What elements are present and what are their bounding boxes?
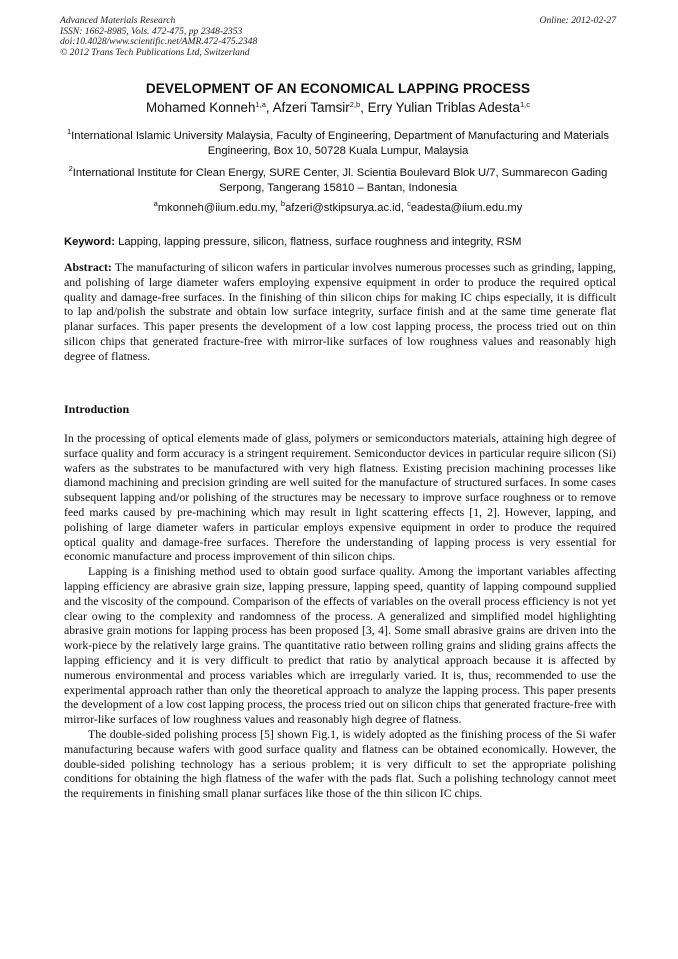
paragraph: Lapping is a finishing method used to obtain good surface quality. Among the important variables affecting lapping efficiency are abrasive grain size, lapping pressure, lapping speed, quantity of lapping compound supplied and the viscosity of the compound. Comparison of the effects of variables on the overall process efficiency is not yet clear owing to the complexity and randomness of the process. A generalized and simplified model highlighting abrasive grain motions for lapping process has been proposed [3, 4]. Some small abrasive grains are driven into the work-piece by the relatively large grains. The quantitative ratio between rolling grains and sliding grains affects the lapping efficiency and it is very difficult to predict that ratio by analytical approach because it is affected by numerous environmental and process variables which are irregularly varied. It is, thus, recommended to use the experimental approach rather than only the theoretical approach to analyze the lapping process. This paper presents the development of a low cost lapping process, the process tried out on silicon chips that generated fracture-free with mirror-like surfaces of low roughness values and reasonably high degree of flatness.	[64, 564, 616, 727]
author-separator: ,	[265, 100, 273, 115]
author-superscript: 1,c	[519, 100, 530, 109]
email-link[interactable]: eadesta@iium.edu.my	[410, 202, 523, 214]
affiliation-text: International Institute for Clean Energy, SURE Center, Jl. Scientia Boulevard Blok U/7, Summarecon Gading Serpong, Tangerang 15810 – Bantan, Indonesia	[72, 167, 608, 194]
abstract-label: Abstract:	[64, 260, 112, 274]
email-superscript: c	[407, 199, 411, 208]
author-name: Afzeri Tamsir	[272, 100, 350, 115]
abstract	[64, 260, 616, 364]
online-date: Online: 2012-02-27	[539, 15, 616, 26]
paragraph: In the processing of optical elements made of glass, polymers or semiconductors materials, attaining high degree of surface quality and form accuracy is a stringent requirement. Semiconductor devices in particular require silicon (Si) wafers as the substrates to be manufactured with very high flatness. Existing precision machining processes like diamond machining and precision grinding are well suited for the manufacture of structured surfaces. In some cases subsequent lapping and/or polishing of the structures may be necessary to improve surface roughness or to remove feed marks caused by pre-machining which may result in light scattering effects [1, 2]. However, lapping, and polishing of large diameter wafers in particular employs expensive equipment in order to produce the required optical quality and damage-free surfaces. Therefore the understanding of lapping process is very essential for economic manufacture and process improvement of thin silicon chips.	[64, 431, 616, 564]
author-name: Mohamed Konneh	[146, 100, 256, 115]
affiliation-2	[60, 166, 616, 196]
email-separator: ,	[274, 202, 281, 214]
paper-title: DEVELOPMENT OF AN ECONOMICAL LAPPING PROCESS	[145, 81, 531, 96]
email-link[interactable]: mkonneh@iium.edu.my	[157, 202, 275, 214]
email-superscript: b	[280, 199, 286, 208]
affiliation-text: International Islamic University Malaysia, Faculty of Engineering, Department of Manufacturing and Materials Engineering, Box 10, 50728 Kuala Lumpur, Malaysia	[71, 130, 610, 157]
paragraph: The double-sided polishing process [5] shown Fig.1, is widely adopted as the finishing process of the Si wafer manufacturing because wafers with good surface quality and flatness can be obtained economically. However, the double-sided polishing technology has a serious problem; it is very difficult to set the appropriate polishing conditions for obtaining the high flatness of the wafer with the pads flat. Such a polishing technology cannot meet the requirements in finishing small planar surfaces like those of the thin silicon IC chips.	[64, 726, 616, 801]
section-heading-introduction: Introduction	[64, 402, 130, 416]
journal-header	[60, 16, 616, 58]
doi-line: doi:10.4028/www.scientific.net/AMR.472-475.2348	[60, 36, 258, 48]
author-separator: ,	[360, 100, 368, 115]
copyright-line: © 2012 Trans Tech Publications Ltd, Switzerland	[60, 46, 250, 58]
introduction-body	[64, 431, 616, 801]
email-link[interactable]: afzeri@stkipsurya.ac.id	[285, 202, 401, 214]
email-separator: ,	[400, 202, 408, 214]
author-list	[60, 100, 616, 115]
affiliation-1	[60, 129, 616, 159]
email-superscript: a	[153, 199, 158, 208]
journal-name: Advanced Materials Research	[60, 15, 176, 26]
author-emails	[60, 199, 616, 214]
author-name: Erry Yulian Triblas Adesta	[367, 100, 520, 115]
issn-line: ISSN: 1662-8985, Vols. 472-475, pp 2348-2353	[60, 25, 243, 37]
author-superscript: 2,b	[349, 100, 361, 109]
author-superscript: 1,a	[255, 100, 266, 109]
abstract-text: The manufacturing of silicon wafers in particular involves numerous processes such as grinding, lapping, and polishing of large diameter wafers employing expensive equipment in order to produce the required optical quality and damage-free surfaces. In the finishing of thin silicon chips for making IC chips especially, it is difficult to lap and/polish the substrate and obtain low surface integrity, surface finish and at the same time generate flat planar surfaces. This paper presents the development of a low cost lapping process, the process tried out on thin silicon chips that generated fracture-free with mirror-like surfaces of low roughness values and reasonably high degree of flatness.	[64, 260, 616, 363]
keywords-label: Keyword:	[64, 236, 115, 248]
keywords	[64, 236, 616, 248]
keywords-text: Lapping, lapping pressure, silicon, flatness, surface roughness and integrity, RSM	[114, 236, 522, 248]
affiliation-superscript: 2	[68, 164, 73, 173]
affiliation-superscript: 1	[66, 127, 72, 136]
